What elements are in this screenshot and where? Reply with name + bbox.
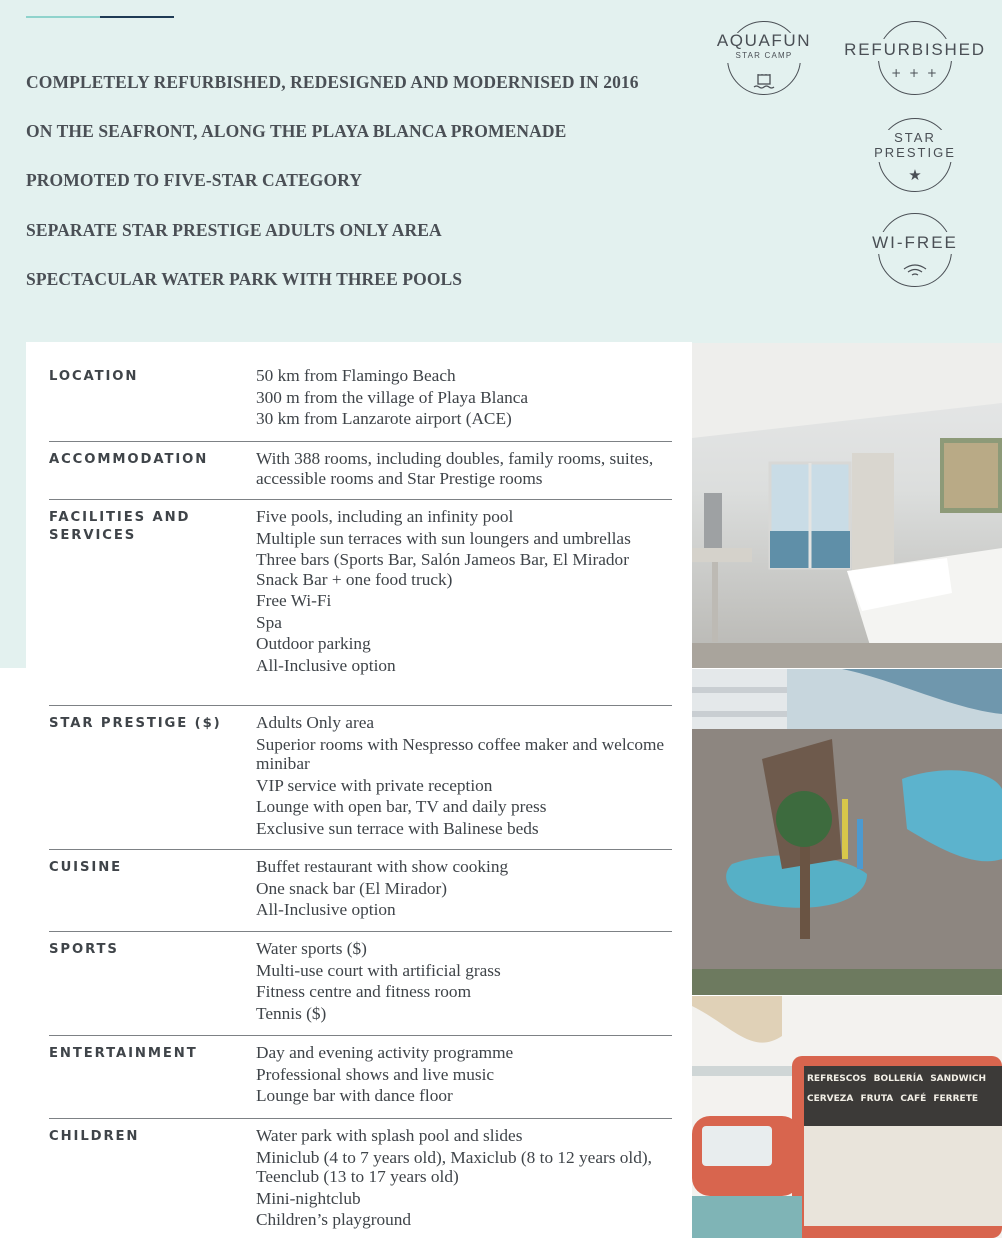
row-items xyxy=(256,1126,672,1232)
castle-waves-icon xyxy=(753,74,775,94)
info-row-facilities xyxy=(49,499,672,705)
row-items xyxy=(256,857,672,922)
list-item: VIP service with private reception xyxy=(256,775,493,795)
list-item: Fitness centre and fitness room xyxy=(256,982,472,1001)
list-item: 300 m from the village of Playa Blanca xyxy=(256,387,529,407)
list-item: All-Inclusive option xyxy=(256,655,396,675)
water-park-photo xyxy=(692,669,1002,995)
highlight-item: COMPLETELY REFURBISHED, REDESIGNED AND MODERNISED IN 2016 xyxy=(26,72,639,92)
accent-line-dark xyxy=(100,16,174,18)
row-label: SPORTS xyxy=(49,942,119,957)
list-item: Water park with splash pool and slides xyxy=(256,1126,523,1145)
star-icon: ★ xyxy=(908,166,922,184)
list-item: Children’s playground xyxy=(256,1210,412,1229)
star-prestige-badge xyxy=(868,115,962,195)
row-label: CUISINE xyxy=(49,860,123,875)
row-label: ACCOMMODATION xyxy=(49,452,209,467)
list-item: Multiple sun terraces with sun loungers and umbrellas xyxy=(256,528,631,548)
aquafun-title: AQUAFUN xyxy=(716,31,812,50)
row-items xyxy=(256,939,672,1025)
list-item: Adults Only area xyxy=(256,713,375,732)
wifree-title: WI-FREE xyxy=(872,233,958,252)
sparkle-icon: + + + xyxy=(891,66,939,80)
row-items xyxy=(256,1043,672,1108)
info-row-cuisine xyxy=(49,849,672,931)
list-item: Miniclub (4 to 7 years old), Maxiclub (8 to 12 years old), Teenclub (13 to 17 years old) xyxy=(256,1147,652,1186)
info-row-sports xyxy=(49,931,672,1035)
wifree-badge xyxy=(864,210,966,290)
star-prestige-line1: STAR xyxy=(894,130,936,145)
row-label: CHILDREN xyxy=(49,1129,140,1144)
list-item: 30 km from Lanzarote airport (ACE) xyxy=(256,409,512,428)
row-items xyxy=(256,507,672,677)
list-item: Buffet restaurant with show cooking xyxy=(256,857,509,876)
refurbished-title: REFURBISHED xyxy=(844,40,986,59)
highlight-item: PROMOTED TO FIVE-STAR CATEGORY xyxy=(26,170,363,191)
food-truck-sign: REFRESCOS BOLLERÍA SANDWICH CERVEZA FRUTA CAFÉ FERRETE xyxy=(807,1074,987,1104)
row-label: STAR PRESTIGE ($) xyxy=(49,716,222,731)
aquafun-subtitle: STAR CAMP xyxy=(735,51,793,60)
info-row-star-prestige xyxy=(49,705,672,849)
highlight-item: SPECTACULAR WATER PARK WITH THREE POOLS xyxy=(26,268,463,289)
accent-line xyxy=(26,16,100,18)
list-item: One snack bar (El Mirador) xyxy=(256,878,447,898)
list-item: Outdoor parking xyxy=(256,634,371,653)
list-item: 50 km from Flamingo Beach xyxy=(256,366,456,385)
highlights-list xyxy=(26,70,639,316)
list-item: Multi-use court with artificial grass xyxy=(256,960,501,980)
row-label: LOCATION xyxy=(49,369,139,384)
list-item: Exclusive sun terrace with Balinese beds xyxy=(256,818,539,838)
list-item: All-Inclusive option xyxy=(256,900,396,919)
row-items xyxy=(256,366,672,431)
list-item: Lounge with open bar, TV and daily press xyxy=(256,797,547,816)
list-item: Day and evening activity programme xyxy=(256,1043,514,1062)
refurbished-badge xyxy=(839,18,991,98)
row-label: FACILITIES AND SERVICES xyxy=(49,510,191,543)
row-label: ENTERTAINMENT xyxy=(49,1046,198,1061)
info-row-entertainment xyxy=(49,1035,672,1118)
list-item: Five pools, including an infinity pool xyxy=(256,507,514,526)
list-item: Spa xyxy=(256,612,282,632)
list-item: Three bars (Sports Bar, Salón Jameos Bar, El Mirador Snack Bar + one food truck) xyxy=(256,550,629,589)
list-item: Mini-nightclub xyxy=(256,1188,361,1208)
info-row-location xyxy=(49,364,672,442)
highlight-item: SEPARATE STAR PRESTIGE ADULTS ONLY AREA xyxy=(26,219,442,240)
row-items xyxy=(256,449,672,490)
row-items xyxy=(256,713,672,840)
highlight-item: ON THE SEAFRONT, ALONG THE PLAYA BLANCA PROMENADE xyxy=(26,121,567,142)
list-item: Free Wi-Fi xyxy=(256,591,332,610)
list-item: Professional shows and live music xyxy=(256,1064,495,1084)
wifi-icon xyxy=(902,263,928,282)
star-prestige-line2: PRESTIGE xyxy=(874,145,956,160)
list-item: Tennis ($) xyxy=(256,1003,327,1023)
list-item: With 388 rooms, including doubles, family rooms, suites, accessible rooms and Star Prestige rooms xyxy=(256,449,654,488)
list-item: Water sports ($) xyxy=(256,939,367,958)
info-row-accommodation xyxy=(49,441,672,499)
list-item: Superior rooms with Nespresso coffee maker and welcome minibar xyxy=(256,734,665,773)
aquafun-badge xyxy=(707,18,821,98)
hotel-room-photo xyxy=(692,343,1002,668)
food-truck-photo xyxy=(692,996,1002,1238)
info-row-children xyxy=(49,1118,672,1238)
hotel-info-panel xyxy=(26,342,692,1238)
list-item: Lounge bar with dance floor xyxy=(256,1086,453,1105)
